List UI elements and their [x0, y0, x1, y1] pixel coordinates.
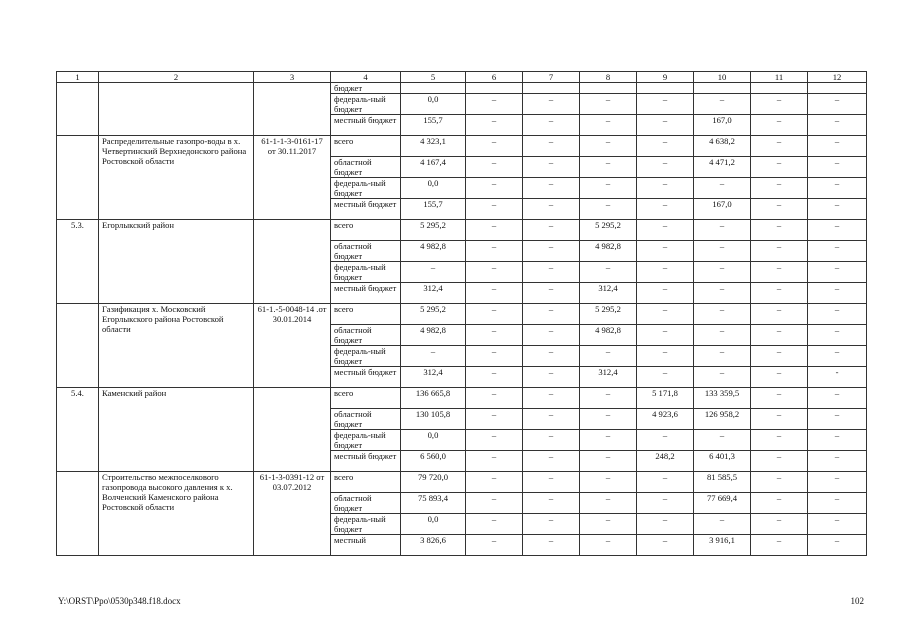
value-cell-c7: –: [523, 472, 580, 493]
value-cell-c12: –: [808, 178, 867, 199]
funding-source: всего: [331, 388, 401, 409]
value-cell-c6: –: [466, 220, 523, 241]
value-cell-c11: –: [751, 472, 808, 493]
value-cell-c6: –: [466, 367, 523, 388]
value-cell-c6: –: [466, 262, 523, 283]
value-cell-c5: 4 323,1: [401, 136, 466, 157]
value-cell-c11: –: [751, 409, 808, 430]
row-name: Егорлыкский район: [99, 220, 254, 304]
value-cell-c11: –: [751, 94, 808, 115]
value-cell-c8: –: [580, 262, 637, 283]
row-code: [254, 220, 331, 304]
value-cell-c5: 155,7: [401, 115, 466, 136]
funding-source: всего: [331, 220, 401, 241]
value-cell-c8: –: [580, 136, 637, 157]
column-header-6: 6: [466, 72, 523, 83]
value-cell-c11: –: [751, 241, 808, 262]
value-cell-c9: –: [637, 304, 694, 325]
value-cell-c10: –: [694, 430, 751, 451]
value-cell-c7: –: [523, 136, 580, 157]
value-cell-c5: 5 295,2: [401, 304, 466, 325]
value-cell-c11: –: [751, 178, 808, 199]
value-cell-c11: –: [751, 451, 808, 472]
funding-source: федераль-ный бюджет: [331, 94, 401, 115]
row-code: 61-1.-5-0048-14 .от 30.01.2014: [254, 304, 331, 388]
value-cell-c12: –: [808, 136, 867, 157]
value-cell-c11: –: [751, 493, 808, 514]
value-cell-c7: –: [523, 262, 580, 283]
column-header-11: 11: [751, 72, 808, 83]
value-cell-c10: 77 669,4: [694, 493, 751, 514]
value-cell-c8: 5 295,2: [580, 304, 637, 325]
value-cell-c6: –: [466, 115, 523, 136]
value-cell-c10: 6 401,3: [694, 451, 751, 472]
column-header-4: 4: [331, 72, 401, 83]
value-cell-c9: 4 923,6: [637, 409, 694, 430]
row-number: 5.4.: [57, 388, 99, 472]
value-cell-c9: –: [637, 199, 694, 220]
value-cell-c6: –: [466, 157, 523, 178]
value-cell-c9: –: [637, 178, 694, 199]
value-cell-c6: –: [466, 199, 523, 220]
column-header-10: 10: [694, 72, 751, 83]
value-cell-c8: –: [580, 157, 637, 178]
value-cell-c8: –: [580, 94, 637, 115]
value-cell-c10: –: [694, 514, 751, 535]
funding-source: местный: [331, 535, 401, 556]
row-name: Распределительные газопро-воды в х. Четвертинский Верхнедонского района Ростовской области: [99, 136, 254, 220]
funding-source: областной бюджет: [331, 157, 401, 178]
value-cell-c11: –: [751, 514, 808, 535]
column-header-2: 2: [99, 72, 254, 83]
value-cell-c9: –: [637, 514, 694, 535]
funding-source: федераль-ный бюджет: [331, 346, 401, 367]
row-name: Газификация х. Московский Егорлыкского района Ростовской области: [99, 304, 254, 388]
value-cell-c12: –: [808, 388, 867, 409]
value-cell-c5: –: [401, 346, 466, 367]
value-cell-c9: –: [637, 136, 694, 157]
value-cell-c12: –: [808, 304, 867, 325]
value-cell-c11: –: [751, 304, 808, 325]
value-cell-c5: 5 295,2: [401, 220, 466, 241]
value-cell-c8: 312,4: [580, 367, 637, 388]
value-cell-c11: –: [751, 367, 808, 388]
value-cell-c9: –: [637, 157, 694, 178]
value-cell-c9: –: [637, 472, 694, 493]
value-cell-c9: –: [637, 493, 694, 514]
value-cell-c11: [751, 83, 808, 94]
value-cell-c7: –: [523, 178, 580, 199]
value-cell-c11: –: [751, 388, 808, 409]
value-cell-c9: –: [637, 325, 694, 346]
value-cell-c12: –: [808, 241, 867, 262]
row-code: 61-1-1-3-0161-17 от 30.11.2017: [254, 136, 331, 220]
value-cell-c10: –: [694, 94, 751, 115]
value-cell-c9: [637, 83, 694, 94]
value-cell-c11: –: [751, 535, 808, 556]
value-cell-c6: –: [466, 346, 523, 367]
value-cell-c10: –: [694, 241, 751, 262]
value-cell-c9: –: [637, 262, 694, 283]
value-cell-c12: –: [808, 430, 867, 451]
budget-table: [56, 71, 867, 556]
value-cell-c8: –: [580, 199, 637, 220]
value-cell-c11: –: [751, 115, 808, 136]
column-header-7: 7: [523, 72, 580, 83]
row-name: Строительство межпоселкового газопровода высокого давления к х. Волченский Каменского района Ростовской области: [99, 472, 254, 556]
value-cell-c10: 133 359,5: [694, 388, 751, 409]
value-cell-c12: [808, 83, 867, 94]
value-cell-c7: –: [523, 325, 580, 346]
value-cell-c12: –: [808, 115, 867, 136]
value-cell-c12: –: [808, 472, 867, 493]
value-cell-c10: –: [694, 178, 751, 199]
value-cell-c6: [466, 83, 523, 94]
value-cell-c10: 81 585,5: [694, 472, 751, 493]
value-cell-c6: –: [466, 178, 523, 199]
funding-source: областной бюджет: [331, 241, 401, 262]
value-cell-c11: –: [751, 136, 808, 157]
value-cell-c8: –: [580, 451, 637, 472]
value-cell-c6: –: [466, 472, 523, 493]
value-cell-c7: –: [523, 115, 580, 136]
column-header-1: 1: [57, 72, 99, 83]
funding-source: бюджет: [331, 83, 401, 94]
value-cell-c6: –: [466, 94, 523, 115]
row-code: 61-1-3-0391-12 от 03.07.2012: [254, 472, 331, 556]
value-cell-c11: –: [751, 430, 808, 451]
value-cell-c5: 0,0: [401, 178, 466, 199]
value-cell-c9: –: [637, 430, 694, 451]
value-cell-c8: 312,4: [580, 283, 637, 304]
value-cell-c10: 167,0: [694, 199, 751, 220]
row-number: [57, 304, 99, 388]
row-number: [57, 83, 99, 136]
value-cell-c7: –: [523, 451, 580, 472]
value-cell-c12: –: [808, 325, 867, 346]
value-cell-c9: –: [637, 346, 694, 367]
budget-table-container: [56, 71, 866, 556]
value-cell-c11: –: [751, 157, 808, 178]
funding-source: областной бюджет: [331, 325, 401, 346]
value-cell-c12: –: [808, 94, 867, 115]
value-cell-c10: 4 638,2: [694, 136, 751, 157]
value-cell-c10: –: [694, 367, 751, 388]
value-cell-c5: 130 105,8: [401, 409, 466, 430]
value-cell-c7: –: [523, 493, 580, 514]
value-cell-c8: 4 982,8: [580, 325, 637, 346]
funding-source: федераль-ный бюджет: [331, 514, 401, 535]
value-cell-c8: –: [580, 514, 637, 535]
value-cell-c9: –: [637, 367, 694, 388]
funding-source: местный бюджет: [331, 451, 401, 472]
value-cell-c8: –: [580, 430, 637, 451]
value-cell-c8: –: [580, 472, 637, 493]
table-row: [57, 220, 867, 241]
value-cell-c7: –: [523, 304, 580, 325]
value-cell-c7: –: [523, 535, 580, 556]
funding-source: местный бюджет: [331, 283, 401, 304]
value-cell-c12: –: [808, 409, 867, 430]
page-number: 102: [850, 596, 864, 606]
value-cell-c7: –: [523, 94, 580, 115]
value-cell-c6: –: [466, 514, 523, 535]
value-cell-c10: –: [694, 304, 751, 325]
value-cell-c5: 0,0: [401, 430, 466, 451]
value-cell-c12: –: [808, 262, 867, 283]
funding-source: всего: [331, 472, 401, 493]
value-cell-c11: –: [751, 346, 808, 367]
value-cell-c7: –: [523, 199, 580, 220]
value-cell-c12: –: [808, 157, 867, 178]
value-cell-c5: 4 167,4: [401, 157, 466, 178]
value-cell-c6: –: [466, 283, 523, 304]
funding-source: федераль-ный бюджет: [331, 430, 401, 451]
column-header-12: 12: [808, 72, 867, 83]
value-cell-c7: –: [523, 409, 580, 430]
value-cell-c9: –: [637, 220, 694, 241]
row-name: [99, 83, 254, 136]
value-cell-c8: –: [580, 388, 637, 409]
value-cell-c5: 0,0: [401, 514, 466, 535]
value-cell-c11: –: [751, 283, 808, 304]
funding-source: всего: [331, 304, 401, 325]
value-cell-c6: –: [466, 241, 523, 262]
value-cell-c5: –: [401, 262, 466, 283]
funding-source: местный бюджет: [331, 199, 401, 220]
value-cell-c7: –: [523, 514, 580, 535]
value-cell-c9: –: [637, 535, 694, 556]
value-cell-c12: –: [808, 283, 867, 304]
value-cell-c10: 126 958,2: [694, 409, 751, 430]
value-cell-c8: –: [580, 346, 637, 367]
funding-source: федераль-ный бюджет: [331, 178, 401, 199]
column-header-3: 3: [254, 72, 331, 83]
value-cell-c6: –: [466, 325, 523, 346]
table-row: [57, 472, 867, 493]
value-cell-c6: –: [466, 388, 523, 409]
table-row: [57, 388, 867, 409]
value-cell-c11: –: [751, 325, 808, 346]
value-cell-c12: –: [808, 514, 867, 535]
value-cell-c7: [523, 83, 580, 94]
value-cell-c5: 79 720,0: [401, 472, 466, 493]
value-cell-c5: 155,7: [401, 199, 466, 220]
funding-source: всего: [331, 136, 401, 157]
table-row: [57, 83, 867, 94]
column-header-8: 8: [580, 72, 637, 83]
header-row: [57, 72, 867, 83]
value-cell-c10: [694, 83, 751, 94]
value-cell-c9: –: [637, 283, 694, 304]
row-code: [254, 388, 331, 472]
column-header-9: 9: [637, 72, 694, 83]
table-body: [57, 83, 867, 556]
value-cell-c5: 6 560,0: [401, 451, 466, 472]
value-cell-c12: –: [808, 535, 867, 556]
value-cell-c6: –: [466, 304, 523, 325]
value-cell-c6: –: [466, 451, 523, 472]
value-cell-c8: –: [580, 178, 637, 199]
value-cell-c8: 4 982,8: [580, 241, 637, 262]
value-cell-c8: 5 295,2: [580, 220, 637, 241]
table-row: [57, 136, 867, 157]
value-cell-c5: [401, 83, 466, 94]
value-cell-c9: –: [637, 241, 694, 262]
value-cell-c6: –: [466, 409, 523, 430]
file-path: Y:\ORST\Ppo\0530p348.f18.docx: [58, 596, 181, 606]
value-cell-c9: 248,2: [637, 451, 694, 472]
value-cell-c5: 0,0: [401, 94, 466, 115]
value-cell-c8: –: [580, 493, 637, 514]
value-cell-c6: –: [466, 535, 523, 556]
funding-source: местный бюджет: [331, 367, 401, 388]
value-cell-c8: –: [580, 409, 637, 430]
value-cell-c5: 75 893,4: [401, 493, 466, 514]
value-cell-c10: –: [694, 346, 751, 367]
value-cell-c12: –: [808, 346, 867, 367]
value-cell-c12: –: [808, 199, 867, 220]
value-cell-c10: 3 916,1: [694, 535, 751, 556]
value-cell-c6: –: [466, 430, 523, 451]
row-name: Каменский район: [99, 388, 254, 472]
value-cell-c12: –: [808, 451, 867, 472]
value-cell-c9: –: [637, 115, 694, 136]
row-number: [57, 472, 99, 556]
value-cell-c6: –: [466, 493, 523, 514]
value-cell-c11: –: [751, 262, 808, 283]
column-header-5: 5: [401, 72, 466, 83]
value-cell-c12: –: [808, 493, 867, 514]
value-cell-c5: 4 982,8: [401, 241, 466, 262]
value-cell-c9: 5 171,8: [637, 388, 694, 409]
value-cell-c10: –: [694, 220, 751, 241]
value-cell-c11: –: [751, 220, 808, 241]
value-cell-c7: –: [523, 220, 580, 241]
value-cell-c10: –: [694, 325, 751, 346]
value-cell-c10: –: [694, 262, 751, 283]
value-cell-c5: 312,4: [401, 283, 466, 304]
value-cell-c8: –: [580, 535, 637, 556]
value-cell-c7: –: [523, 367, 580, 388]
value-cell-c5: 3 826,6: [401, 535, 466, 556]
value-cell-c10: 4 471,2: [694, 157, 751, 178]
row-code: [254, 83, 331, 136]
funding-source: федераль-ный бюджет: [331, 262, 401, 283]
funding-source: местный бюджет: [331, 115, 401, 136]
value-cell-c10: –: [694, 283, 751, 304]
funding-source: областной бюджет: [331, 493, 401, 514]
value-cell-c10: 167,0: [694, 115, 751, 136]
value-cell-c12: -: [808, 367, 867, 388]
value-cell-c12: –: [808, 220, 867, 241]
funding-source: областной бюджет: [331, 409, 401, 430]
row-number: [57, 136, 99, 220]
value-cell-c5: 4 982,8: [401, 325, 466, 346]
table-row: [57, 304, 867, 325]
value-cell-c7: –: [523, 430, 580, 451]
row-number: 5.3.: [57, 220, 99, 304]
value-cell-c9: –: [637, 94, 694, 115]
value-cell-c8: –: [580, 115, 637, 136]
value-cell-c8: [580, 83, 637, 94]
value-cell-c7: –: [523, 241, 580, 262]
value-cell-c7: –: [523, 283, 580, 304]
value-cell-c7: –: [523, 388, 580, 409]
value-cell-c7: –: [523, 346, 580, 367]
value-cell-c5: 312,4: [401, 367, 466, 388]
value-cell-c11: –: [751, 199, 808, 220]
value-cell-c7: –: [523, 157, 580, 178]
value-cell-c6: –: [466, 136, 523, 157]
value-cell-c5: 136 665,8: [401, 388, 466, 409]
